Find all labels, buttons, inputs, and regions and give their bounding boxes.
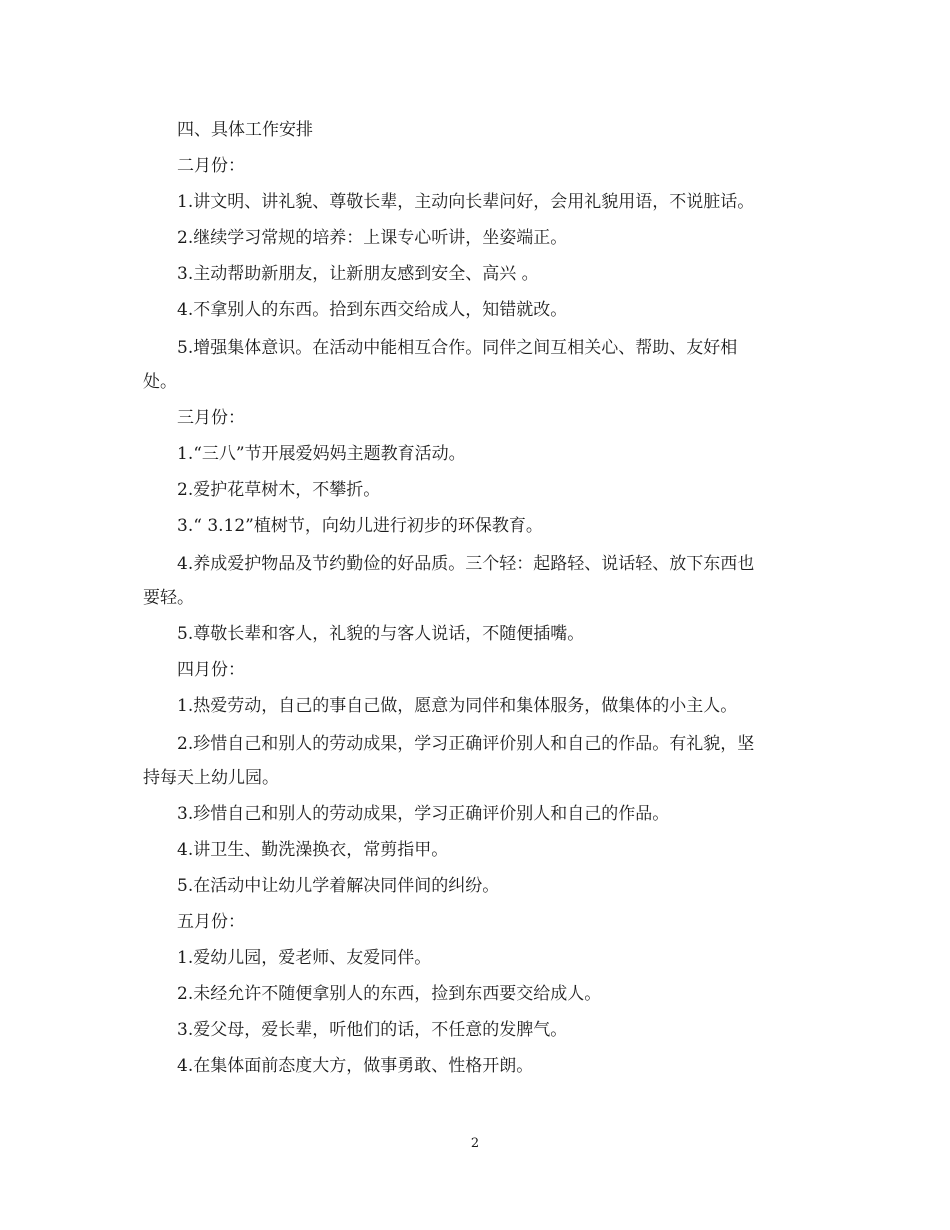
- list-item: 5.尊敬长辈和客人，礼貌的与客人说话，不随便插嘴。: [177, 624, 585, 644]
- page-number: 2: [470, 1136, 480, 1151]
- section-heading: 四、具体工作安排: [177, 120, 313, 140]
- month-heading-april: 四月份：: [177, 660, 245, 680]
- list-item: 2.继续学习常规的培养：上课专心听讲，坐姿端正。: [177, 228, 568, 248]
- list-item-continuation: 持每天上幼儿园。: [143, 768, 279, 788]
- list-item-continuation: 要轻。: [143, 588, 194, 608]
- list-item: 4.不拿别人的东西。拾到东西交给成人，知错就改。: [177, 300, 568, 320]
- month-heading-may: 五月份：: [177, 912, 245, 932]
- list-item: 1.“三八”节开展爱妈妈主题教育活动。: [177, 444, 466, 464]
- list-item: 1.热爱劳动，自己的事自己做，愿意为同伴和集体服务，做集体的小主人。: [177, 696, 738, 716]
- list-item: 3.珍惜自己和别人的劳动成果，学习正确评价别人和自己的作品。: [177, 804, 670, 824]
- list-item: 4.养成爱护物品及节约勤俭的好品质。三个轻：起路轻、说话轻、放下东西也: [177, 554, 755, 574]
- list-item: 4.讲卫生、勤洗澡换衣，常剪指甲。: [177, 840, 449, 860]
- list-item: 4.在集体面前态度大方，做事勇敢、性格开朗。: [177, 1056, 534, 1076]
- list-item-continuation: 处。: [143, 372, 177, 392]
- list-item: 3.爱父母，爱长辈，听他们的话，不任意的发脾气。: [177, 1020, 568, 1040]
- list-item: 1.讲文明、讲礼貌、尊敬长辈，主动向长辈问好，会用礼貌用语，不说脏话。: [177, 192, 755, 212]
- list-item: 3.“ 3.12”植树节，向幼儿进行初步的环保教育。: [177, 516, 543, 536]
- month-heading-march: 三月份：: [177, 408, 245, 428]
- list-item: 1.爱幼儿园，爱老师、友爱同伴。: [177, 948, 432, 968]
- month-heading-february: 二月份：: [177, 156, 245, 176]
- list-item: 5.在活动中让幼儿学着解决同伴间的纠纷。: [177, 876, 500, 896]
- list-item: 3.主动帮助新朋友，让新朋友感到安全、高兴 。: [177, 264, 539, 284]
- list-item: 2.未经允许不随便拿别人的东西，捡到东西要交给成人。: [177, 984, 602, 1004]
- list-item: 2.珍惜自己和别人的劳动成果，学习正确评价别人和自己的作品。有礼貌，坚: [177, 734, 755, 754]
- list-item: 2.爱护花草树木，不攀折。: [177, 480, 381, 500]
- list-item: 5.增强集体意识。在活动中能相互合作。同伴之间互相关心、帮助、友好相: [177, 338, 738, 358]
